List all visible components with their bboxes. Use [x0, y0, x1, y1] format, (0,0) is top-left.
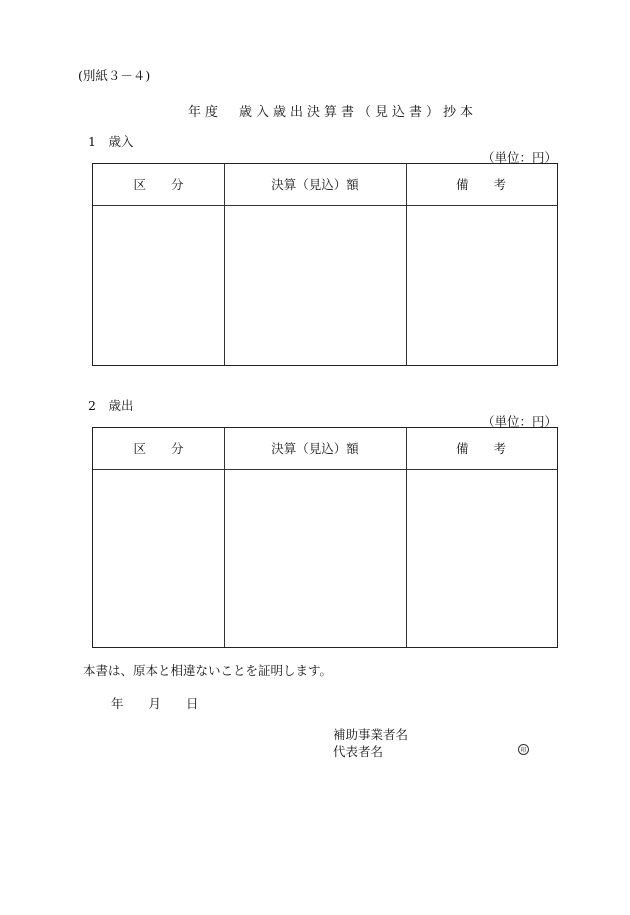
header-category: 区 分: [133, 177, 184, 192]
header-amount: 決算（見込）額: [271, 441, 359, 456]
representative-name-label: 代表者名: [333, 744, 384, 759]
expenditure-table: [92, 427, 558, 648]
unit-label-revenue: （単位：円）: [482, 150, 558, 165]
document-title: 年度 歳入歳出決算書（見込書）抄本: [188, 105, 478, 120]
revenue-table: [92, 163, 558, 366]
company-name-label: 補助事業者名: [333, 727, 409, 742]
header-remarks: 備 考: [455, 177, 506, 192]
seal-mark-icon: 印: [518, 744, 529, 755]
certification-text: 本書は、原本と相違ないことを証明します。: [83, 663, 333, 678]
section-heading-revenue: 1 歳入: [88, 134, 134, 149]
date-line: 年 月 日: [111, 696, 199, 711]
unit-label-expenditure: （単位：円）: [482, 414, 558, 429]
section-heading-expenditure: 2 歳出: [88, 398, 134, 413]
header-amount: 決算（見込）額: [271, 177, 359, 192]
header-remarks: 備 考: [455, 441, 506, 456]
header-category: 区 分: [133, 441, 184, 456]
annex-label: (別紙３－４): [78, 68, 151, 83]
